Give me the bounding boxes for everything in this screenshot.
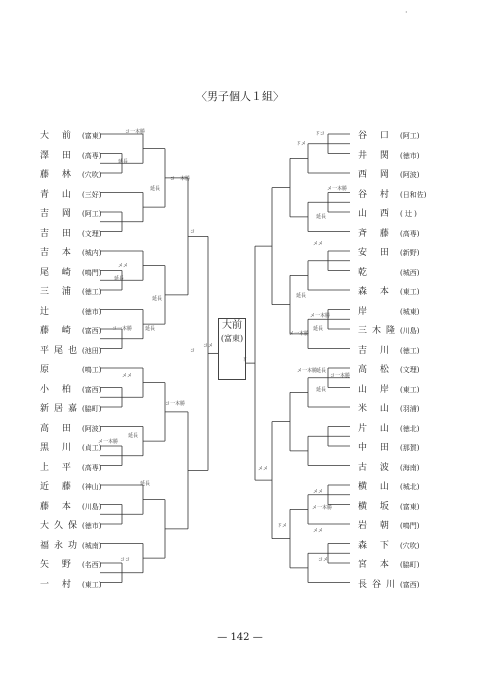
player-name: 森 下 bbox=[358, 540, 394, 551]
player-name: 大久保 bbox=[40, 521, 83, 531]
player-name: 三 浦 bbox=[40, 287, 76, 297]
player-team: (鳴門) bbox=[400, 522, 420, 530]
player-team: (富東) bbox=[82, 132, 102, 140]
match-note: コ bbox=[190, 348, 196, 354]
player-name: 藤 林 bbox=[40, 170, 76, 180]
player-name: 岩 朝 bbox=[358, 521, 394, 531]
match-note: 延長 bbox=[296, 293, 307, 299]
player-name: 谷 口 bbox=[358, 131, 394, 141]
match-note: 延長 bbox=[114, 276, 125, 282]
player-team: (穴吹) bbox=[400, 541, 420, 550]
match-note: コ bbox=[190, 229, 196, 235]
player-team: (池田) bbox=[82, 346, 102, 355]
match-note: メ一本勝 bbox=[312, 505, 333, 511]
player-name: 高 松 bbox=[358, 365, 394, 375]
player-name: 小 柏 bbox=[40, 384, 76, 395]
match-note: 延長 bbox=[316, 387, 327, 393]
player-name: 尾 崎 bbox=[40, 267, 76, 278]
player-team: ( 辻 ) bbox=[400, 210, 417, 218]
match-note: ドメ bbox=[277, 523, 287, 529]
player-name: 宮 本 bbox=[358, 560, 394, 570]
match-note: メ一本勝 bbox=[98, 439, 119, 445]
match-note: 延長 bbox=[128, 433, 139, 439]
player-team: (鳴門) bbox=[82, 268, 102, 277]
player-name: 井 関 bbox=[358, 150, 394, 161]
player-name: 乾 bbox=[358, 267, 373, 278]
page-number: — 142 — bbox=[217, 632, 263, 643]
match-note: 延長 bbox=[313, 326, 324, 332]
player-name: 澤 田 bbox=[40, 150, 76, 161]
player-name: 藤 本 bbox=[40, 501, 76, 512]
match-note: コ一本勝 bbox=[170, 176, 191, 182]
match-note: メ一本勝 bbox=[327, 186, 348, 192]
player-team: (城南) bbox=[82, 541, 102, 550]
match-note: メメ bbox=[118, 263, 129, 269]
player-team: (那賀) bbox=[400, 444, 420, 452]
player-team: (富西) bbox=[400, 580, 420, 589]
player-name: 吉 田 bbox=[40, 228, 76, 239]
player-name: 岸 bbox=[358, 306, 373, 317]
match-note: メ一本勝 bbox=[297, 368, 318, 374]
player-team: (徳北) bbox=[400, 424, 420, 433]
player-name: 斉 藤 bbox=[358, 228, 394, 239]
player-name: 山 西 bbox=[358, 209, 394, 219]
player-name: 原 bbox=[40, 365, 55, 375]
player-team: (城西) bbox=[400, 268, 420, 277]
player-team: (徳工) bbox=[82, 288, 102, 296]
match-note: メメ bbox=[313, 489, 324, 495]
match-note: 延長 bbox=[316, 368, 327, 374]
player-name: 吉 岡 bbox=[40, 209, 76, 219]
player-team: (徳市) bbox=[82, 307, 102, 316]
player-team: (名西) bbox=[82, 561, 102, 569]
player-name: 黒 川 bbox=[40, 443, 76, 453]
player-name: 吉 本 bbox=[40, 248, 76, 258]
player-team: (川島) bbox=[82, 502, 102, 511]
match-note: 延長 bbox=[140, 481, 151, 487]
player-team: (海南) bbox=[400, 463, 420, 472]
player-name: 上 平 bbox=[40, 462, 76, 473]
player-team: (徳工) bbox=[400, 346, 420, 355]
player-team: (東工) bbox=[82, 580, 102, 589]
match-note: メ一本勝 bbox=[310, 313, 331, 319]
player-team: (阿波) bbox=[400, 171, 420, 179]
player-team: (富東) bbox=[400, 502, 420, 511]
corner-mark: · bbox=[405, 8, 408, 17]
player-name: 近 藤 bbox=[40, 482, 76, 492]
player-team: (羽浦) bbox=[400, 405, 420, 413]
player-name: 安 田 bbox=[358, 248, 394, 258]
page-title: 〈男子個人１組〉 bbox=[196, 90, 284, 103]
player-team: (城内) bbox=[82, 249, 102, 257]
match-note: ド bbox=[242, 357, 248, 363]
player-name: 山 岸 bbox=[358, 384, 394, 395]
player-name: 藤 崎 bbox=[40, 326, 76, 336]
player-team: (穴吹) bbox=[82, 171, 102, 179]
match-note: 延長 bbox=[150, 186, 161, 192]
match-note: 延長 bbox=[118, 159, 129, 165]
player-name: 西 岡 bbox=[358, 170, 394, 180]
player-name: 福永功 bbox=[40, 540, 83, 551]
match-note: 延長 bbox=[145, 326, 156, 332]
player-team: (高専) bbox=[400, 229, 420, 238]
player-name: 青 山 bbox=[40, 189, 76, 200]
player-name: 辻 bbox=[40, 306, 55, 317]
player-name: 横 山 bbox=[358, 482, 394, 492]
player-team: (阿工) bbox=[82, 210, 102, 218]
player-team: (阿波) bbox=[82, 424, 102, 433]
match-note: ドメ bbox=[296, 141, 306, 147]
player-team: (鳴工) bbox=[82, 366, 102, 374]
player-team: (神山) bbox=[82, 483, 102, 491]
player-team: (文理) bbox=[400, 366, 420, 374]
player-team: (東工) bbox=[400, 288, 420, 296]
player-team: (高専) bbox=[82, 151, 102, 160]
player-team: (富西) bbox=[82, 385, 102, 394]
player-name: 新居嘉 bbox=[40, 404, 83, 414]
player-team: (城東) bbox=[400, 307, 420, 316]
player-name: 谷 村 bbox=[358, 189, 394, 200]
champion-team: (富東) bbox=[220, 334, 244, 343]
match-note: コ一本勝 bbox=[125, 129, 146, 135]
player-team: (脇町) bbox=[400, 561, 420, 569]
champion-name: 大前 bbox=[222, 320, 242, 331]
match-note: メメ bbox=[313, 241, 324, 247]
player-team: (日和佐) bbox=[400, 190, 427, 199]
player-name: 森 本 bbox=[358, 287, 394, 297]
player-name: 米 山 bbox=[358, 404, 394, 414]
player-name: 三木隆 bbox=[358, 326, 401, 336]
match-note: メ一本勝 bbox=[289, 331, 310, 337]
player-name: 平尾也 bbox=[40, 345, 83, 356]
match-note: ドコ bbox=[315, 131, 325, 137]
player-team: (城北) bbox=[400, 483, 420, 491]
match-note: コメ bbox=[318, 557, 329, 563]
player-team: (貞工) bbox=[82, 444, 102, 452]
player-name: 長谷川 bbox=[358, 579, 401, 590]
player-team: (阿工) bbox=[400, 132, 420, 140]
match-note: ココ bbox=[120, 557, 131, 563]
player-name: 吉 川 bbox=[358, 345, 394, 356]
player-name: 高 田 bbox=[40, 423, 76, 434]
player-team: (徳市) bbox=[82, 522, 102, 530]
player-name: 大 前 bbox=[40, 131, 76, 141]
match-note: コ一本勝 bbox=[165, 401, 186, 407]
player-team: (富西) bbox=[82, 327, 102, 335]
player-name: 矢 野 bbox=[40, 560, 76, 570]
player-team: (東工) bbox=[400, 385, 420, 394]
player-name: 一 村 bbox=[40, 579, 76, 590]
player-team: (高専) bbox=[82, 463, 102, 472]
player-team: (新野) bbox=[400, 249, 420, 257]
champion-box bbox=[218, 318, 246, 380]
player-team: (文理) bbox=[82, 229, 102, 238]
player-name: 中 田 bbox=[358, 443, 394, 453]
player-team: (川島) bbox=[400, 327, 420, 335]
player-name: 横 坂 bbox=[358, 501, 394, 512]
match-note: コ一本勝 bbox=[112, 326, 133, 332]
match-note: コメ bbox=[203, 343, 214, 349]
player-team: (脇町) bbox=[82, 405, 102, 413]
match-note: コ一本勝 bbox=[330, 373, 351, 379]
player-name: 古 波 bbox=[358, 462, 394, 473]
player-team: (三好) bbox=[82, 190, 102, 199]
match-note: 延長 bbox=[152, 296, 163, 302]
player-name: 片 山 bbox=[358, 423, 394, 434]
match-note: メメ bbox=[258, 466, 269, 472]
match-note: メメ bbox=[313, 528, 324, 534]
player-team: (徳市) bbox=[400, 151, 420, 160]
match-note: メメ bbox=[122, 373, 133, 379]
match-note: 延長 bbox=[316, 214, 327, 220]
